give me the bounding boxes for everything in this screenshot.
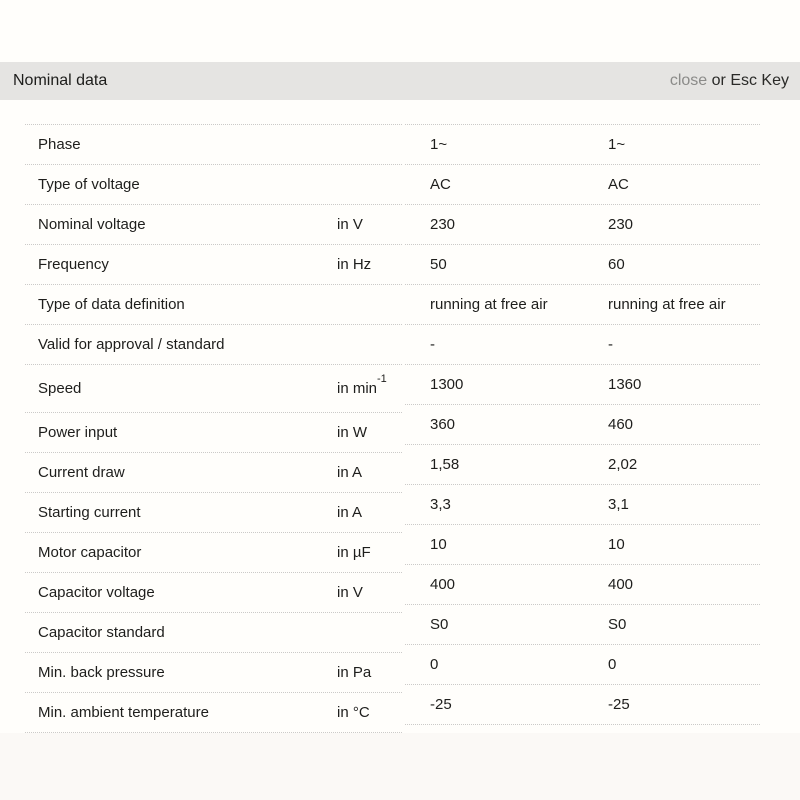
row-label: Capacitor voltage (38, 584, 155, 601)
table-row (405, 205, 760, 245)
row-unit-text: in °C (337, 704, 370, 721)
dialog-title: Nominal data (13, 72, 108, 89)
row-label: Capacitor standard (38, 624, 165, 641)
row-label: Speed (38, 380, 82, 397)
table-row (405, 645, 760, 685)
row-unit (337, 573, 363, 612)
table-row (25, 205, 402, 245)
table-row (25, 325, 402, 365)
row-value-60hz: S0 (608, 616, 627, 633)
table-row (405, 325, 760, 365)
row-unit-text: in V (337, 584, 363, 601)
table-row (25, 453, 402, 493)
row-unit (337, 245, 371, 284)
close-link[interactable]: close (669, 72, 708, 89)
table-row (405, 405, 760, 445)
row-label: Current draw (38, 464, 125, 481)
row-value-60hz: 2,02 (608, 456, 638, 473)
row-label: Power input (38, 424, 118, 441)
row-value-50hz: AC (430, 176, 451, 193)
row-value-60hz: 400 (608, 576, 634, 593)
row-label: Type of voltage (38, 176, 140, 193)
row-label: Min. ambient temperature (38, 704, 209, 721)
row-label: Frequency (38, 256, 109, 273)
table-row (25, 165, 402, 205)
table-row (25, 245, 402, 285)
row-label: Type of data definition (38, 296, 185, 313)
table-row (405, 685, 760, 725)
row-label: Phase (38, 136, 81, 153)
table-row (25, 413, 402, 453)
dialog-header (0, 62, 800, 100)
table-row (405, 365, 760, 405)
row-unit (337, 413, 367, 452)
table-right-col (405, 124, 760, 725)
row-value-60hz: 1~ (608, 136, 626, 153)
row-unit-text: in Hz (337, 256, 372, 273)
row-unit (337, 533, 371, 572)
row-unit (337, 365, 387, 412)
row-unit-superscript: -1 (377, 373, 387, 385)
row-value-50hz: -25 (430, 696, 452, 713)
footer-band (0, 733, 800, 800)
row-unit-text: in min (337, 380, 378, 397)
row-unit (337, 453, 362, 492)
row-value-60hz: 10 (608, 536, 625, 553)
table-row (25, 613, 402, 653)
table-row (405, 125, 760, 165)
row-value-50hz: S0 (430, 616, 449, 633)
table-row (25, 493, 402, 533)
table-left-col (25, 124, 402, 733)
row-unit (337, 493, 362, 532)
row-value-50hz: - (430, 336, 435, 353)
row-value-50hz: 1,58 (430, 456, 460, 473)
dialog-close-area (670, 62, 789, 100)
row-value-60hz: 230 (608, 216, 634, 233)
table-row (25, 653, 402, 693)
table-row (25, 693, 402, 733)
row-unit-text: in A (337, 464, 363, 481)
table-row (405, 165, 760, 205)
table-row (405, 445, 760, 485)
row-unit (337, 205, 363, 244)
row-value-60hz: AC (608, 176, 629, 193)
table-row (25, 533, 402, 573)
row-value-60hz: -25 (608, 696, 630, 713)
row-unit-text: in Pa (337, 664, 372, 681)
row-label: Nominal voltage (38, 216, 146, 233)
row-value-60hz: 60 (608, 256, 625, 273)
row-unit-text: in µF (337, 544, 371, 561)
row-value-50hz: 360 (430, 416, 456, 433)
row-unit-text: in W (337, 424, 367, 441)
table-row (25, 365, 402, 413)
esc-key-hint: or Esc Key (711, 72, 789, 89)
row-label: Starting current (38, 504, 141, 521)
table-row (25, 125, 402, 165)
row-value-60hz: 0 (608, 656, 617, 673)
table-row (405, 285, 760, 325)
row-value-60hz: 460 (608, 416, 634, 433)
row-label: Min. back pressure (38, 664, 165, 681)
row-value-50hz: running at free air (430, 296, 548, 313)
row-value-50hz: 400 (430, 576, 456, 593)
row-value-50hz: 3,3 (430, 496, 451, 513)
table-row (405, 565, 760, 605)
table-row (405, 525, 760, 565)
table-row (25, 285, 402, 325)
row-value-60hz: 1360 (608, 376, 642, 393)
table-row (405, 485, 760, 525)
row-label: Motor capacitor (38, 544, 142, 561)
row-value-50hz: 230 (430, 216, 456, 233)
row-unit-text: in V (337, 216, 363, 233)
row-unit-text: in A (337, 504, 363, 521)
row-value-50hz: 50 (430, 256, 447, 273)
row-value-50hz: 1300 (430, 376, 464, 393)
row-value-50hz: 0 (430, 656, 439, 673)
table-row (405, 605, 760, 645)
row-value-60hz: 3,1 (608, 496, 629, 513)
row-value-50hz: 1~ (430, 136, 448, 153)
row-value-50hz: 10 (430, 536, 447, 553)
row-value-60hz: - (608, 336, 613, 353)
row-unit (337, 693, 370, 732)
row-unit (337, 653, 371, 692)
table-row (25, 573, 402, 613)
row-value-60hz: running at free air (608, 296, 726, 313)
table-row (405, 245, 760, 285)
row-label: Valid for approval / standard (38, 336, 225, 353)
